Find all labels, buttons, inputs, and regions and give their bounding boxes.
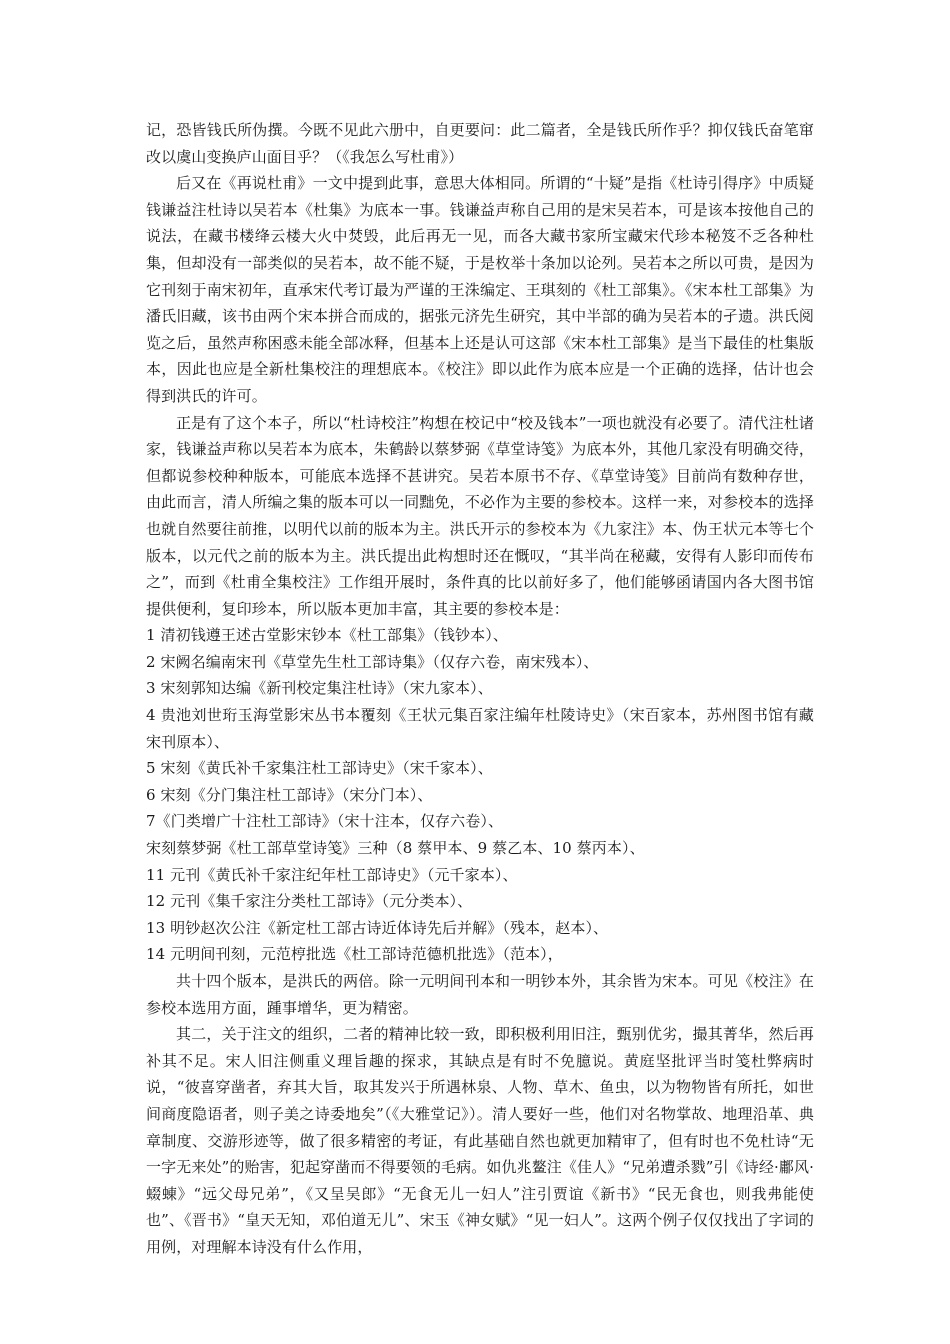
paragraph: 共十四个版本，是洪氏的两倍。除一元明间刊本和一明钞本外，其余皆为宋本。可见《校注》在参校本选用方面，踵事增华，更为精密。 bbox=[146, 972, 814, 1017]
paragraph: 后又在《再说杜甫》一文中提到此事，意思大体相同。所谓的“十疑”是指《杜诗引得序》中质疑钱谦益注杜诗以吴若本《杜集》为底本一事。钱谦益声称自己用的是宋吴若本，可是该本按他自己的说法，在藏书楼绛云楼大火中焚毁，此后再无一见，而各大藏书家所宝藏宋代珍本秘笈不乏各种杜集，但却没有一部类似的吴若本，故不能不疑，于是枚举十条加以论列。吴若本之所以可贵，是因为它刊刻于南宋初年，直承宋代考订最为严谨的王洙编定、王琪刻的《杜工部集》。《宋本杜工部集》为潘氏旧藏，该书由两个宋本拼合而成的，据张元济先生研究，其中半部的确为吴若本的孑遗。洪氏阅览之后，虽然声称困惑未能全部冰释，但基本上还是认可这部《宋本杜工部集》是当下最佳的杜集版本，因此也应是全新杜集校注的理想底本。《校注》即以此作为底本应是一个正确的选择，估计也会得到洪氏的许可。 bbox=[146, 174, 814, 405]
paragraph: 记，恐皆钱氏所伪撰。今既不见此六册中，自更要问：此二篇者，全是钱氏所作乎？抑仅钱氏奋笔窜改以虞山变换庐山面目乎？（《我怎么写杜甫》） bbox=[146, 121, 814, 166]
list-item: 11 元刊《黄氏补千家注纪年杜工部诗史》（元千家本）、 bbox=[146, 865, 518, 884]
list-item: 3 宋刻郭知达编《新刊校定集注杜诗》（宋九家本）、 bbox=[146, 679, 493, 698]
list-item: 宋刻蔡梦弼《杜工部草堂诗笺》三种（8 蔡甲本、9 蔡乙本、10 蔡丙本）、 bbox=[146, 839, 645, 858]
list-item: 5 宋刻《黄氏补千家集注杜工部诗史》（宋千家本）、 bbox=[146, 759, 493, 778]
list-item: 7《门类增广十注杜工部诗》（宋十注本，仅存六卷）、 bbox=[146, 812, 504, 831]
list-item: 13 明钞赵次公注《新定杜工部古诗近体诗先后并解》（残本，赵本）、 bbox=[146, 918, 609, 937]
paragraph: 正是有了这个本子，所以“杜诗校注”构想在校记中“校及钱本”一项也就没有必要了。清代注杜诸家，钱谦益声称以吴若本为底本，朱鹤龄以蔡梦弼《草堂诗笺》为底本外，其他几家没有明确交待，但都说参校种种版本，可能底本选择不甚讲究。吴若本原书不存、《草堂诗笺》目前尚有数种存世，由此而言，清人所编之集的版本可以一同黜免，不必作为主要的参校本。这样一来，对参校本的选择也就自然要往前推，以明代以前的版本为主。洪氏开示的参校本为《九家注》本、伪王状元本等七个版本，以元代之前的版本为主。洪氏提出此构想时还在慨叹，“其半尚在秘藏，安得有人影印而传布之”，而到《杜甫全集校注》工作组开展时，条件真的比以前好多了，他们能够函请国内各大图书馆提供便利，复印珍本，所以版本更加丰富，其主要的参校本是： bbox=[146, 413, 814, 618]
paragraph: 其二，关于注文的组织，二者的精神比较一致，即积极利用旧注，甄别优劣，撮其菁华，然后再补其不足。宋人旧注侧重义理旨趣的探求，其缺点是有时不免臆说。黄庭坚批评当时笺杜弊病时说，“彼喜穿凿者，弃其大旨，取其发兴于所遇林泉、人物、草木、鱼虫，以为物物皆有所托，如世间商度隐语者，则子美之诗委地矣”（《大雅堂记》）。清人要好一些，他们对名物掌故、地理沿革、典章制度、交游形迹等，做了很多精密的考证，有此基础自然也就更加精审了，但有时也不免杜诗“无一字无来处”的贻害，犯起穿凿而不得要领的毛病。如仇兆鳌注《佳人》“兄弟遭杀戮”引《诗经·鄘风·蝃蝀》“远父母兄弟”，《又呈吴郎》“无食无儿一妇人”注引贾谊《新书》“民无食也，则我弗能使也”、《晋书》“皇天无知，邓伯道无儿”、宋玉《神女赋》“见一妇人”。这两个例子仅仅找出了字词的用例，对理解本诗没有什么作用， bbox=[146, 1025, 814, 1256]
list-item: 2 宋阙名编南宋刊《草堂先生杜工部诗集》（仅存六卷，南宋残本）、 bbox=[146, 652, 599, 671]
document-body bbox=[146, 117, 814, 1261]
list-item: 6 宋刻《分门集注杜工部诗》（宋分门本）、 bbox=[146, 785, 433, 804]
list-item: 14 元明间刊刻，元范梈批选《杜工部诗范德机批选》（范本）， bbox=[146, 945, 563, 964]
list-item: 12 元刊《集千家注分类杜工部诗》（元分类本）、 bbox=[146, 892, 473, 911]
list-item: 1 清初钱遵王述古堂影宋钞本《杜工部集》（钱钞本）、 bbox=[146, 626, 508, 645]
list-item: 4 贵池刘世珩玉海堂影宋丛书本覆刻《王状元集百家注编年杜陵诗史》（宋百家本，苏州图书馆有藏宋刊原本）、 bbox=[146, 706, 814, 751]
